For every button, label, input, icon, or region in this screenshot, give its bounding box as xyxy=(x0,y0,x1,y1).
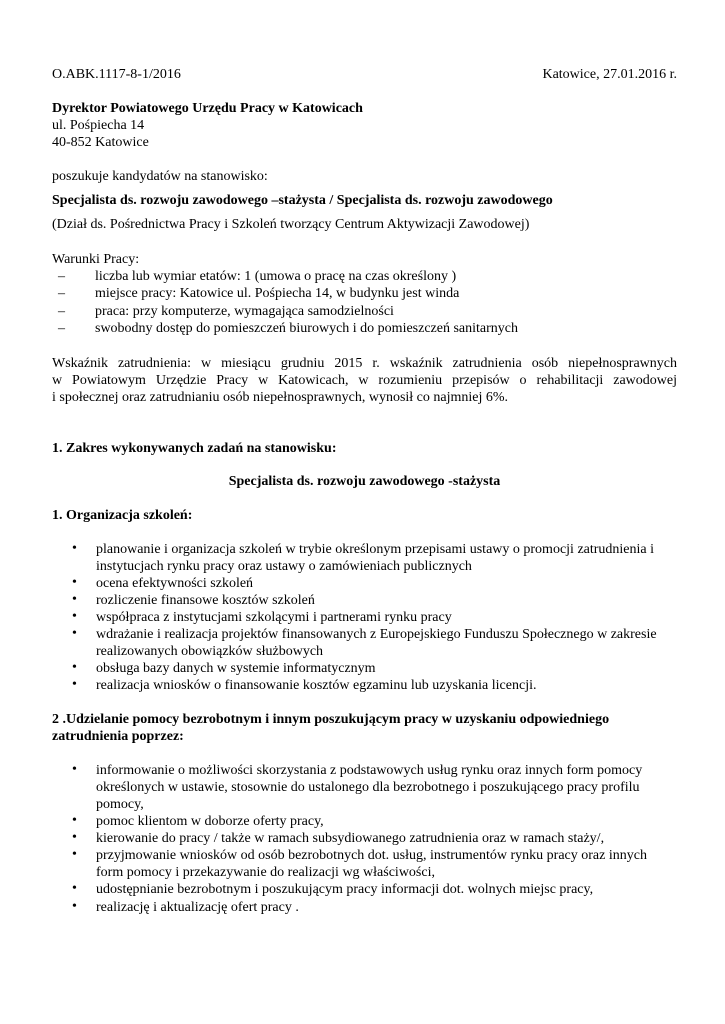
bullet-marker: • xyxy=(72,575,77,590)
list-item-text: pomoc klientom w doborze oferty pracy, xyxy=(96,814,324,829)
bullet-marker: • xyxy=(72,813,77,828)
list-item-text: swobodny dostęp do pomieszczeń biurowych i do pomieszczeń sanitarnych xyxy=(95,321,519,336)
conditions-heading: Warunki Pracy: xyxy=(52,252,140,267)
help-heading: 2 .Udzielanie pomocy bezrobotnym i innym poszukującym pracy w uzyskaniu odpowiedniego xyxy=(52,712,610,727)
list-item-text: praca: przy komputerze, wymagająca samodzielności xyxy=(95,304,394,319)
bullet-marker: • xyxy=(72,881,77,896)
reference-number: O.ABK.1117-8-1/2016 xyxy=(52,67,181,82)
section-heading: 1. Zakres wykonywanych zadań na stanowisku: xyxy=(52,441,337,456)
employer-name: Dyrektor Powiatowego Urzędu Pracy w Katowicach xyxy=(52,101,363,116)
list-item-text: realizację i aktualizację ofert pracy . xyxy=(96,900,299,915)
bullet-marker: • xyxy=(72,830,77,845)
place-date: Katowice, 27.01.2016 r. xyxy=(542,67,677,82)
intro-text: poszukuje kandydatów na stanowisko: xyxy=(52,169,268,184)
position-subtitle: Specjalista ds. rozwoju zawodowego -stażysta xyxy=(228,474,501,489)
bullet-marker: • xyxy=(72,660,77,675)
bullet-marker: • xyxy=(72,541,77,556)
bullet-marker: • xyxy=(72,592,77,607)
bullet-marker: • xyxy=(72,609,77,624)
list-item-text: ocena efektywności szkoleń xyxy=(96,576,254,591)
list-item-text: wdrażanie i realizacja projektów finansowanych z Europejskiego Funduszu Społecznego w zakresie realizowanych obowiązków służbowych xyxy=(96,627,657,659)
list-item-text: obsługa bazy danych w systemie informatycznym xyxy=(96,661,376,676)
dash-marker: – xyxy=(58,269,65,284)
list-item-text: miejsce pracy: Katowice ul. Pośpiecha 14, w budynku jest winda xyxy=(95,286,460,301)
dash-marker: – xyxy=(58,304,65,319)
employer-postal: 40-852 Katowice xyxy=(52,135,149,150)
bullet-marker: • xyxy=(72,626,77,641)
bullet-marker: • xyxy=(72,677,77,692)
position-title: Specjalista ds. rozwoju zawodowego –stażysta / Specjalista ds. rozwoju zawodowego xyxy=(52,193,553,208)
list-item-text: współpraca z instytucjami szkolącymi i partnerami rynku pracy xyxy=(96,610,452,625)
bullet-marker: • xyxy=(72,899,77,914)
bullet-marker: • xyxy=(72,762,77,777)
bullet-marker: • xyxy=(72,847,77,862)
list-item-text: realizacja wniosków o finansowanie kosztów egzaminu lub uzyskania licencji. xyxy=(96,678,537,693)
list-item-text: przyjmowanie wniosków od osób bezrobotnych dot. usług, instrumentów rynku pracy oraz innych form pomocy i przekazywanie do realizacji wg właściwości, xyxy=(96,848,647,880)
list-item-text: rozliczenie finansowe kosztów szkoleń xyxy=(96,593,315,608)
department-text: (Dział ds. Pośrednictwa Pracy i Szkoleń tworzący Centrum Aktywizacji Zawodowej) xyxy=(52,217,530,232)
list-item-text: planowanie i organizacja szkoleń w trybie określonym przepisami ustawy o promocji zatrudnienia i instytucjach rynku pracy oraz ustawy o zamówieniach publicznych xyxy=(96,542,655,574)
indicator-line: Wskaźnik zatrudnienia: w miesiącu grudniu 2015 r. wskaźnik zatrudnienia osób niepełnosprawnych xyxy=(52,356,677,371)
dash-marker: – xyxy=(58,321,65,336)
list-item-text: kierowanie do pracy / także w ramach subsydiowanego zatrudnienia oraz w ramach staży/, xyxy=(96,831,605,846)
list-item-text: informowanie o możliwości skorzystania z podstawowych usług rynku oraz innych form pomocy określonych w ustawie, stosownie do ustalonego dla bezrobotnego i poszukującego pracy profilu pomocy, xyxy=(96,763,643,812)
help-heading-cont: zatrudnienia poprzez: xyxy=(52,729,184,744)
list-item-text: udostępnianie bezrobotnym i poszukującym pracy informacji dot. wolnych miejsc pracy, xyxy=(96,882,594,897)
employment-indicator xyxy=(52,355,677,406)
indicator-line: i społecznej oraz zatrudnianiu osób niepełnosprawnych, wynosił co najmniej 6%. xyxy=(52,390,509,405)
list-item-text: liczba lub wymiar etatów: 1 (umowa o pracę na czas określony ) xyxy=(95,269,457,284)
dash-marker: – xyxy=(58,286,65,301)
employer-street: ul. Pośpiecha 14 xyxy=(52,118,145,133)
indicator-line: w Powiatowym Urzędzie Pracy w Katowicach, w rozumieniu przepisów o rehabilitacji zawodowej xyxy=(52,373,677,388)
training-heading: 1. Organizacja szkoleń: xyxy=(52,508,193,523)
